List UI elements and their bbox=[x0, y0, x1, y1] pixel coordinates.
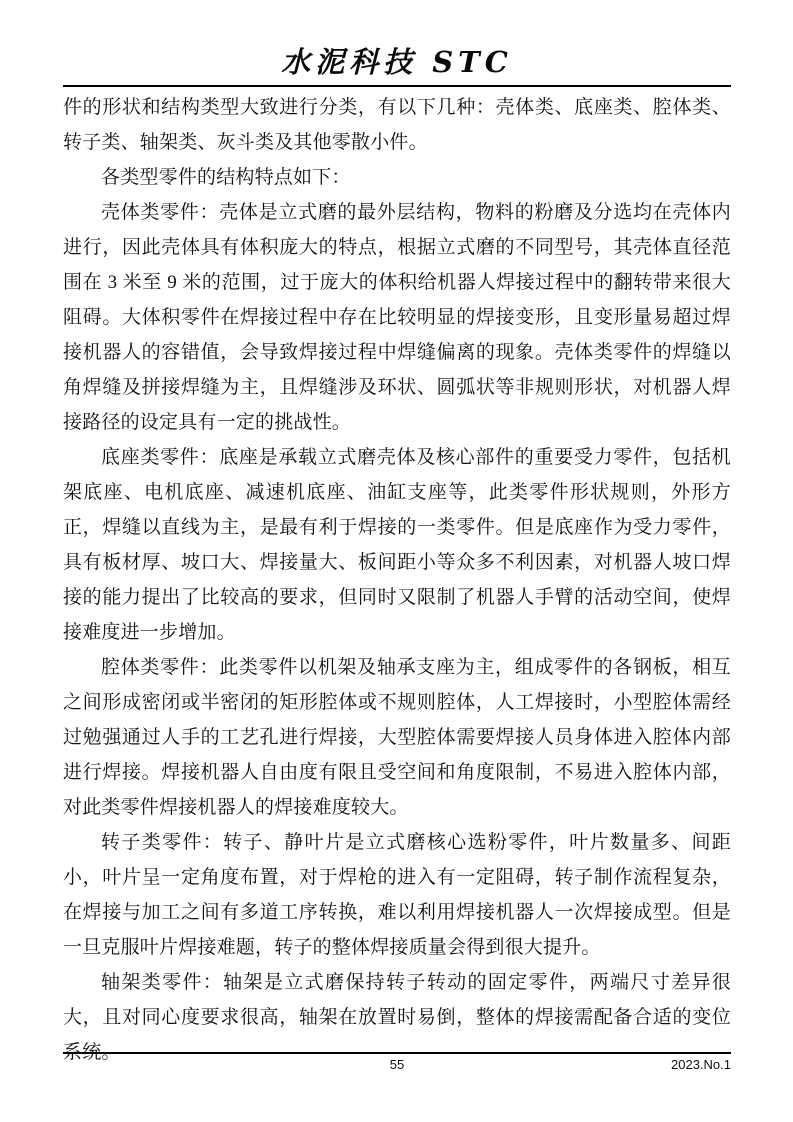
footer-rule bbox=[63, 1052, 731, 1054]
header-rule bbox=[63, 85, 731, 87]
page-number: 55 bbox=[389, 1057, 405, 1072]
paragraph-lead-in: 各类型零件的结构特点如下： bbox=[101, 167, 351, 188]
article-body bbox=[63, 90, 731, 1070]
paragraph-shaft-frame-parts: 轴架类零件：轴架是立式磨保持转子转动的固定零件，两端尺寸差异很大，且对同心度要求很高，轴架在放置时易倒，整体的焊接需配备合适的变位系统。 bbox=[63, 972, 731, 1063]
paragraph-intro-continued: 件的形状和结构类型大致进行分类，有以下几种：壳体类、底座类、腔体类、转子类、轴架类、灰斗类及其他零散小件。 bbox=[63, 97, 731, 153]
page-header bbox=[63, 40, 731, 81]
journal-title: 水泥科技 STC bbox=[281, 45, 513, 79]
issue-label: 2023.No.1 bbox=[671, 1057, 731, 1072]
paragraph-base-parts: 底座类零件：底座是承载立式磨壳体及核心部件的重要受力零件，包括机架底座、电机底座、减速机底座、油缸支座等，此类零件形状规则，外形方正，焊缝以直线为主，是最有利于焊接的一类零件。但是底座作为受力零件，具有板材厚、坡口大、焊接量大、板间距小等众多不利因素，对机器人坡口焊接的能力提出了比较高的要求，但同时又限制了机器人手臂的活动空间，使焊接难度进一步增加。 bbox=[63, 447, 731, 643]
paragraph-cavity-parts: 腔体类零件：此类零件以机架及轴承支座为主，组成零件的各钢板，相互之间形成密闭或半密闭的矩形腔体或不规则腔体，人工焊接时，小型腔体需经过勉强通过人手的工艺孔进行焊接，大型腔体需要焊接人员身体进入腔体内部进行焊接。焊接机器人自由度有限且受空间和角度限制，不易进入腔体内部，对此类零件焊接机器人的焊接难度较大。 bbox=[63, 657, 731, 818]
paragraph-rotor-parts: 转子类零件：转子、静叶片是立式磨核心选粉零件，叶片数量多、间距小，叶片呈一定角度布置，对于焊枪的进入有一定阻碍，转子制作流程复杂，在焊接与加工之间有多道工序转换，难以利用焊接机器人一次焊接成型。但是一旦克服叶片焊接难题，转子的整体焊接质量会得到很大提升。 bbox=[63, 832, 731, 958]
paragraph-shell-parts: 壳体类零件：壳体是立式磨的最外层结构，物料的粉磨及分选均在壳体内进行，因此壳体具有体积庞大的特点，根据立式磨的不同型号，其壳体直径范围在 3 米至 9 米的范围，过于庞大的体积给机器人焊接过程中的翻转带来很大阻碍。大体积零件在焊接过程中存在比较明显的焊接变形，且变形量易超过焊接机器人的容错值，会导致焊接过程中焊缝偏离的现象。壳体类零件的焊缝以角焊缝及拼接焊缝为主，且焊缝涉及环状、圆弧状等非规则形状，对机器人焊接路径的设定具有一定的挑战性。 bbox=[63, 202, 731, 433]
